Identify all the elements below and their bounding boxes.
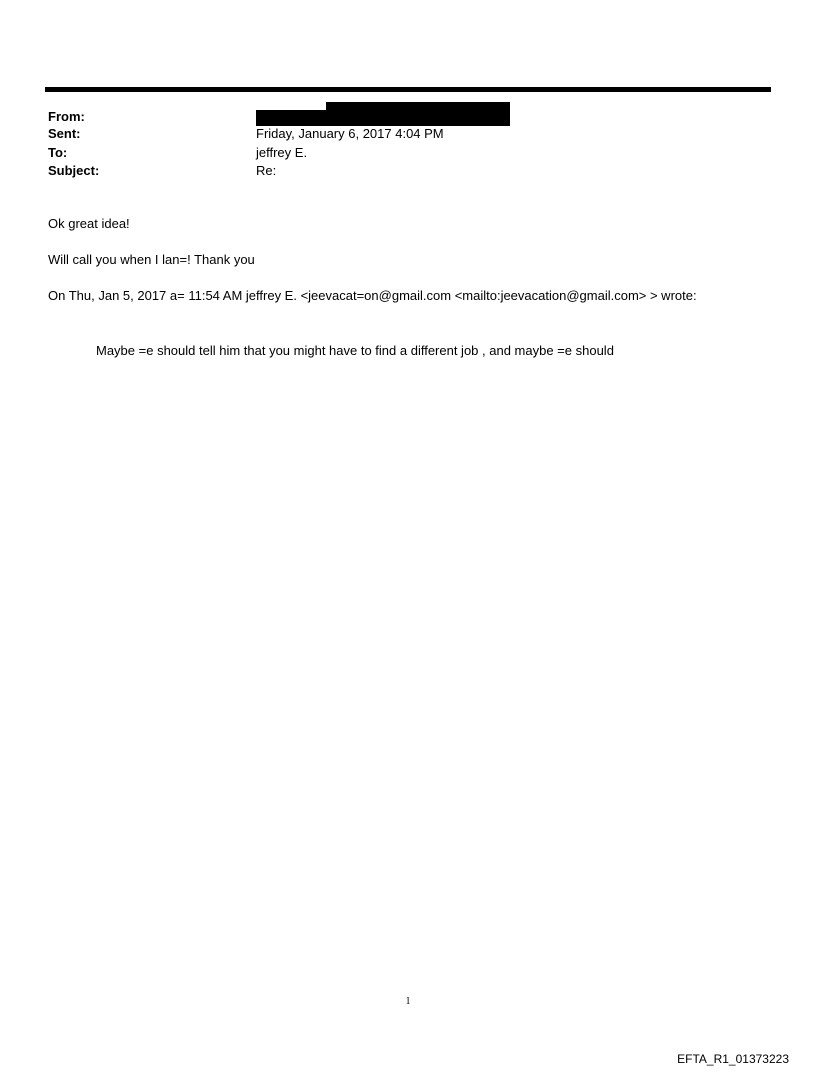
from-label: From: bbox=[48, 109, 85, 124]
subject-label: Subject: bbox=[48, 163, 100, 178]
subject-value: Re: bbox=[256, 163, 277, 178]
redaction-box bbox=[256, 110, 328, 126]
message-line: Will call you when I lan=! Thank you bbox=[48, 252, 255, 267]
message-line: Ok great idea! bbox=[48, 216, 130, 231]
sent-value: Friday, January 6, 2017 4:04 PM bbox=[256, 126, 444, 141]
quoted-text: Maybe =e should tell him that you might have to find a different job , and maybe =e should bbox=[96, 343, 614, 358]
redaction-box bbox=[326, 102, 510, 126]
to-value: jeffrey E. bbox=[256, 145, 308, 160]
reply-attribution: On Thu, Jan 5, 2017 a= 11:54 AM jeffrey E. <jeevacat=on@gmail.com <mailto:jeevacation@gmail.com> > wrote: bbox=[48, 288, 697, 303]
header-divider bbox=[45, 87, 771, 92]
sent-label: Sent: bbox=[48, 126, 81, 141]
to-label: To: bbox=[48, 145, 68, 160]
bates-number: EFTA_R1_01373223 bbox=[677, 1052, 789, 1066]
page-number: 1 bbox=[405, 996, 411, 1007]
